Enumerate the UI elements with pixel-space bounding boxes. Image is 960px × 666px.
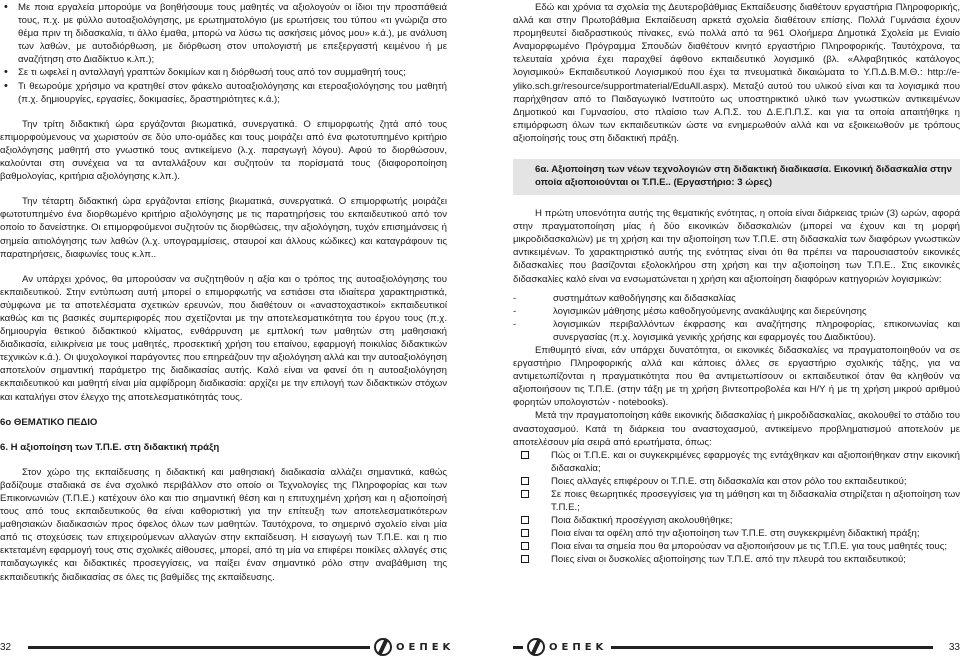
checklist-item <box>551 475 960 488</box>
question-list <box>0 1 447 106</box>
page-number-right: 33 <box>948 642 960 653</box>
logo-text: ΟΕΠΕΚ <box>549 641 608 653</box>
checklist-item <box>551 488 960 514</box>
paragraph: Στον χώρο της εκπαίδευσης η διδακτική και μαθησιακή διαδικασία αλλάζει σημαντικά, καθώς βαδίζουμε σταδιακά σε ένα σχολικό περιβάλλον στο οποίο οι Τεχνολογίες της Πληροφορίας και των Επικοινωνιών (Τ.Π.Ε.) κατέχουν όλο και πιο σημαντική θέση και η επιτυχημένη χρήση και η αξιοποίησή τους από τους εκπαιδευτικούς θα είναι καθοριστική για την επίτευξη των αποτελεσματικότερων μαθησιακών διαδικασιών προς όφελος όλων των μαθητών. Ταυτόχρονα, το σημερινό σχολείο είναι μία από τις στοχεύσεις των επιχειρούμενων αλλαγών στην εκπαίδευση. Η εισαγωγή των Τ.Π.Ε. και η πιο εκτεταμένη εφαρμογή τους στις σχολικές αίθουσες, μπορεί, από τη μία να επιφέρει ποικίλες αλλαγές στις παιδαγωγικές και διδακτικές προσεγγίσεις, να παίξει έναν σημαντικό ρόλο στην αναβάθμιση της εκπαιδευτικής διαδικασίας σε όλες τις βαθμίδες της εκπαίδευσης. <box>0 466 447 583</box>
checklist-text: Ποιες αλλαγές επιφέρουν οι Τ.Π.Ε. στη διδασκαλία και στον ρόλο του εκπαιδευτικού; <box>551 475 907 487</box>
checkbox-icon <box>521 529 529 537</box>
paragraph: Αν υπάρχει χρόνος, θα μπορούσαν να συζητηθούν η αξία και ο τρόπος της αυτοαξιολόγησης του εκπαιδευτικού. Στην εντύπωση αυτή μπορεί ο επιμορφωτής να εστιάσει στα ιδιαίτερα χαρακτηριστικά, σύμφωνα με τα αποτελέσματα σχετικών ερευνών, που διαθέτουν οι «αναστοχαστικοί» εκπαιδευτικοί καθώς και τις βασικές συμπεριφορές που σχετίζονται με την αποτελεσματικότητα του έργου τους (π.χ. δημιουργία θετικού διδακτικού κλίματος, ενθάρρυνση με εμπλοκή των μαθητών στη μαθησιακή διαδικασία, ειλικρίνεια με τους μαθητές, προσεκτική χρήση του επαίνου, εφαρμογή ποικιλίας διδακτικών τεχνικών κ.ά.). Οι ψυχολογικοί παράγοντες που επηρεάζουν την αξιολόγηση αλλά και την αυτοαξιολόγηση αποτελούν σημαντική παράμετρο της διαδικασίας αυτής. Καλό είναι να φανεί ότι η αυτοαξιολόγηση εκπαιδευτικού και μαθητή είναι μία αμφίδρομη διαδικασία: αρχίζει με την επιλογή των διδακτικών στόχων και καταλήγει στον έλεγχο της αποτελεσματικότητάς τους. <box>0 273 447 403</box>
software-list <box>513 292 960 344</box>
logo-text: ΟΕΠΕΚ <box>396 641 455 653</box>
checklist-text: Ποιες είναι οι δυσκολίες αξιοποίησης των Τ.Π.Ε. από την πλευρά του εκπαιδευτικού; <box>551 554 906 566</box>
checklist-text: Ποια είναι τα οφέλη από την αξιοποίηση των Τ.Π.Ε. στη συγκεκριμένη διδακτική πράξη; <box>551 528 920 540</box>
checklist-item <box>551 553 960 566</box>
checklist-text: Ποια διδακτική προσέγγιση ακολουθήθηκε; <box>551 515 733 527</box>
subsection-heading: 6. Η αξιοποίηση των Τ.Π.Ε. στη διδακτική πράξη <box>0 441 220 453</box>
paragraph: Την τρίτη διδακτική ώρα εργάζονται βιωματικά, συνεργατικά. Ο επιμορφωτής ζητά από τους επιμορφούμενους να χωριστούν σε δύο υπο-ομάδες και τους μοιράζει από ένα φωτοτυπημένο κριτήριο αξιολόγησης μαθητή στο γνωστικό τους αντικείμενο (λ.χ. παραγωγή λόγου). Αφού το διορθώσουν, καλούνται στη συνέχεια να τα ανταλλάξουν και συζητούν τα πορίσματά τους (διαφοροποίηση βαθμολογίας, κριτήρια αξιολόγησης κ.λπ.). <box>0 118 447 183</box>
paragraph: Επιθυμητό είναι, εάν υπάρχει δυνατότητα, οι εικονικές διδασκαλίες να πραγματοποιηθούν να σε εργαστήριο Πληροφορικής αλλά και κάποιες άλλες σε εργαστήριο σχολικής τάξης, για να αντιμετωπίζονται η πραγματικότητα που θα αντιμετωπίσουν οι εκπαιδευτικοί όταν θα κληθούν να αξιοποιήσουν τις Τ.Π.Ε. (στην τάξη με τη χρήση βιντεοπροβολέα και Η/Υ ή με τη χρήση μικρού αριθμού φορητών υπολογιστών - notebooks). <box>513 344 960 409</box>
checkbox-icon <box>521 477 529 485</box>
checklist-text: Ποια είναι τα σημεία που θα μπορούσαν να αξιοποιήσουν με τις Τ.Π.Ε. για τους μαθητές τους; <box>551 541 948 553</box>
paragraph: Μετά την πραγματοποίηση κάθε εικονικής διδασκαλίας ή μικροδιδασκαλίας, ακολουθεί το στάδιο του αναστοχασμού. Κατά τη διάρκεια του αναστοχασμού, αντικείμενο προβληματισμού αποτελούν με αποτελέσουν μία σειρά από ερωτήματα, όπως: <box>513 410 960 448</box>
checklist-text: Σε ποιες θεωρητικές προσεγγίσεις για τη μάθηση και τη διδασκαλία στηρίζεται η αξιοποίηση των Τ.Π.Ε.; <box>551 489 960 514</box>
section-box-heading: 6α. Αξιοποίηση των νέων τεχνολογιών στη διδακτική διαδικασία. Εικονική διδασκαλία στην οποία αξιοποιούνται οι Τ.Π.Ε.. (Εργαστήριο: 3 ώρες) <box>513 159 960 195</box>
list-item: • Σε τι ωφελεί η ανταλλαγή γραπτών δοκιμίων και η διόρθωσή τους από τον συμμαθητή τους; <box>18 66 447 79</box>
checklist-item <box>551 527 960 540</box>
list-item: • Με ποια εργαλεία μπορούμε να βοηθήσουμε τους μαθητές να αξιολογούν οι ίδιοι την προσπάθειά τους, π.χ. με φύλλο αυτοαξιολόγησης, με ερωτηματολόγιο (με ερωτήσεις του τύπου «τι γνώριζα στο θέμα πριν τη διδασκαλία, τι άλλο έμαθα, μπορώ να λύσω τις ασκήσεις μόνος μου» κ.ά.), με ανάλυση των λαθών, με αυτοδιόρθωση, με διόρθωση στον υπολογιστή με επεξεργαστή κειμένου ή με αναζήτηση στο Διαδίκτυο κ.λπ.); <box>18 1 447 66</box>
list-item: - λογισμικών περιβαλλόντων έκφρασης και αναζήτησης πληροφορίας, επικοινωνίας και συνεργασίας (π.χ. λογισμικά γενικής χρήσης και εφαρμογές του Διαδικτύου). <box>553 318 960 344</box>
section-heading: 6ο ΘΕΜΑΤΙΚΟ ΠΕΔΙΟ <box>0 416 98 428</box>
checkbox-icon <box>521 490 529 498</box>
list-item: - λογισμικών μάθησης μέσω καθοδηγούμενης ανακάλυψης και διερεύνησης <box>553 305 960 318</box>
right-column <box>513 1 960 567</box>
oepek-logo-icon <box>527 638 545 656</box>
list-item: - συστημάτων καθοδήγησης και διδασκαλίας <box>553 292 960 305</box>
list-item: • Τι θεωρούμε χρήσιμο να κρατηθεί στον φάκελο αυτοαξιολόγησης και ετεροαξιολόγησης του μαθητή (π.χ. δημιουργίες, εργασίες, δοκιμασίες, δραστηριότητες κ.ά.); <box>18 80 447 106</box>
paragraph: Εδώ και χρόνια τα σχολεία της Δευτεροβάθμιας Εκπαίδευσης διαθέτουν εργαστήρια Πληροφορικής, αλλά και στην Πρωτοβάθμια Εκπαίδευση αρκετά σχολεία διαθέτουν επίσης. Πολλά Γυμνάσια έχουν προμηθευτεί διαδραστικούς πίνακες, ενώ πολλά από τα 961 Ολοήμερα Δημοτικά Σχολεία με Ενιαίο Αναμορφωμένο Πρόγραμμα Σπουδών διαθέτουν κινητό εργαστήριο Πληροφορικής. Ταυτόχρονα, τα τελευταία χρόνια έχει παραχθεί άφθονο εκπαιδευτικό λογισμικό (βλ. «Αλφαβητικός κατάλογος λογισμικού» Εκπαιδευτικού Λογισμικού που έχει τα πνευματικά δικαιώματα το Υ.Π.Δ.Β.Μ.Θ.: http://e-yliko.sch.gr/resource/supportmaterial/EduAll.aspx). Μεταξύ αυτού του υλικού είναι και τα λογισμικά που παρήχθησαν από το Παιδαγωγικό Ινστιτούτο ως υποστηρικτικό υλικό των γνωστικών αντικειμένων Δημοτικού και Γυμνασίου, στο πλαίσιο των Α.Π.Σ. του Δ.Ε.Π.Π.Σ. και για τα οποία απαιτήθηκε η επιμόρφωση όλων των εκπαιδευτικών ώστε να ενημερωθούν αλλά και να εξοικειωθούν με τρόπους αξιοποίησής τους στη διδακτική πράξη. <box>513 2 960 144</box>
checkbox-icon <box>521 555 529 563</box>
oepek-logo-right <box>523 636 611 658</box>
checklist-text: Πώς οι Τ.Π.Ε. και οι συγκεκριμένες εφαρμογές της εντάχθηκαν και αξιοποιήθηκαν στην εικονική διδασκαλία; <box>551 449 960 474</box>
checklist <box>513 449 960 567</box>
checkbox-icon <box>521 542 529 550</box>
paragraph: Η πρώτη υποενότητα αυτής της θεματικής ενότητας, η οποία είναι διάρκειας τριών (3) ωρών, αφορά στην πραγματοποίηση μίας ή δύο εικονικών διδασκαλιών (μπορεί να έχουν και τη μορφή μικροδιδασκαλιών) με τη χρήση και την αξιοποίηση των Τ.Π.Ε. στη διδασκαλία των διαφόρων γνωστικών αντικειμένων. Το χαρακτηριστικό αυτής της ενότητας είναι ότι θα πρέπει να παρουσιαστούν εικονικές διδασκαλίες που βασίζονται εξολοκλήρου στη χρήση και την αξιοποίηση των Τ.Π.Ε.. Στις εικονικές διδασκαλίες καλό είναι να ενσωματώνεται η χρήση και αξιοποίηση διαφόρων κατηγοριών λογισμικών: <box>513 208 960 285</box>
paragraph: Την τέταρτη διδακτική ώρα εργάζονται επίσης βιωματικά, συνεργατικά. Ο επιμορφωτής μοιράζει φωτοτυπημένο ένα διορθωμένο κριτήριο αξιολόγησης με τις παρατηρήσεις του εκπαιδευτικού από τον οποίο το δανείστηκε. Οι επιμορφούμενοι συζητούν τις διορθώσεις, την αξιολόγηση, τυχόν επισημάνσεις ή σημεία αιτιολόγησης των λαθών (λ.χ. υπογραμμίσεις, σταυροί και άλλους κώδικες) και καταγράφουν τις παρατηρήσεις, διαφωνίες τους κ.λπ.. <box>0 196 447 260</box>
checklist-item <box>551 540 960 553</box>
checklist-item <box>551 514 960 527</box>
page-footer <box>0 634 960 666</box>
checklist-item <box>551 449 960 475</box>
checkbox-icon <box>521 516 529 524</box>
page-number-left: 32 <box>0 642 12 653</box>
oepek-logo-icon <box>374 638 392 656</box>
oepek-logo-left <box>370 636 458 658</box>
left-column <box>0 1 447 584</box>
checkbox-icon <box>521 451 529 459</box>
